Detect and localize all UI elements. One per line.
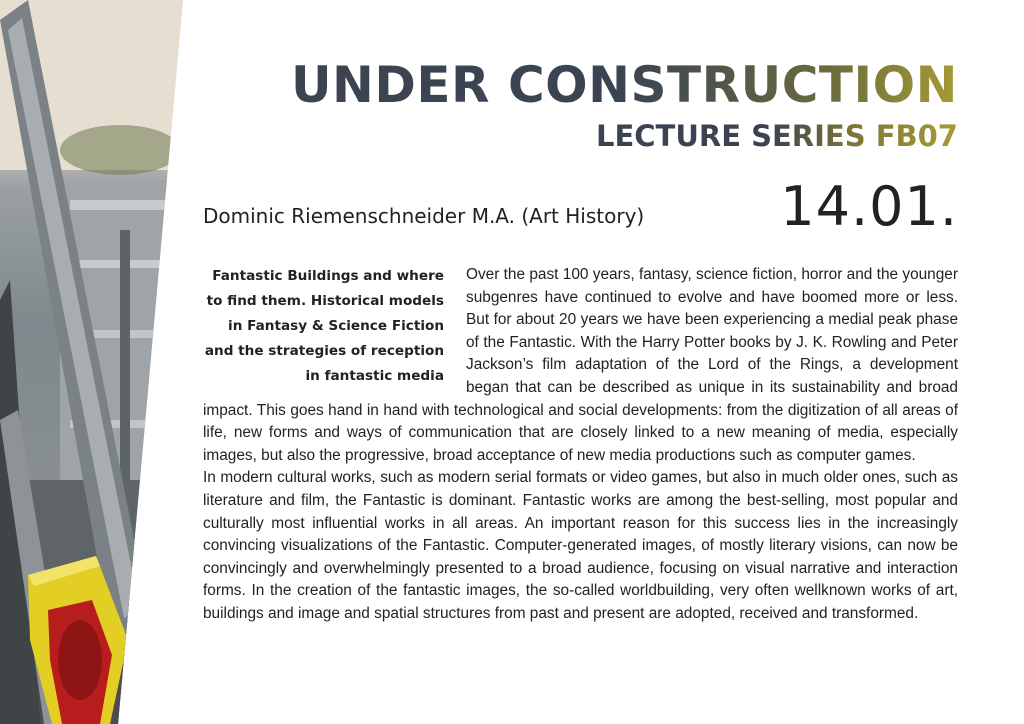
lecture-date: 14.01.: [780, 175, 958, 238]
lecture-content: [203, 264, 958, 626]
speaker-name: Dominic Riemenschneider M.A. (Art History): [203, 204, 645, 228]
series-subtitle: LECTURE SERIES FB07: [595, 119, 958, 153]
lecture-title: [203, 264, 444, 389]
lecture-title-line: in fantastic media: [305, 368, 444, 384]
abstract-paragraph-2: In modern cultural works, such as modern serial formats or video games, but also in much older ones, such as literature and film, the Fantastic is dominant. Fantastic works are among the best-selling, most popular and culturally most influential works in all areas. An important reason for this success lies in the increasingly convincing visualizations of the Fantastic. Computer-generated images, of mostly literary visions, can now be convincingly and overwhelmingly presented to a broad audience, focusing on visual narrative and interaction forms. In the creation of the fantastic images, the so-called worldbuilding, very often wellknown works of art, buildings and image and spatial structures from past and present are adopted, received and transformed.: [203, 469, 958, 622]
lecture-title-line: and the strategies of reception: [204, 343, 444, 359]
industrial-structure-image: [0, 0, 190, 724]
lecture-title-line: in Fantasy & Science Fiction: [228, 318, 444, 334]
abstract-paragraph-1: Over the past 100 years, fantasy, science fiction, horror and the younger subgenres have continued to evolve and have boomed more or less. But for about 20 years we have been experiencing a medial peak phase of the Fantastic. With the Harry Potter books by J. K. Rowling and Peter Jackson’s film adaptation of the Lord of the Rings, a development began that can be described as unique in its sustainability and broad impact. This goes hand in hand with technological and social developments: from the digitization of all areas of life, new forms and ways of communication that are closely linked to a new meaning of media, especially images, but also the progressive, broad acceptance of new media productions such as computer games.: [203, 266, 958, 464]
background-photo: [0, 0, 190, 724]
lecture-title-line: Fantastic Buildings and where: [212, 268, 444, 284]
series-title: UNDER CONSTRUCTION: [290, 56, 958, 114]
lecture-title-line: to find them. Historical models: [206, 293, 444, 309]
